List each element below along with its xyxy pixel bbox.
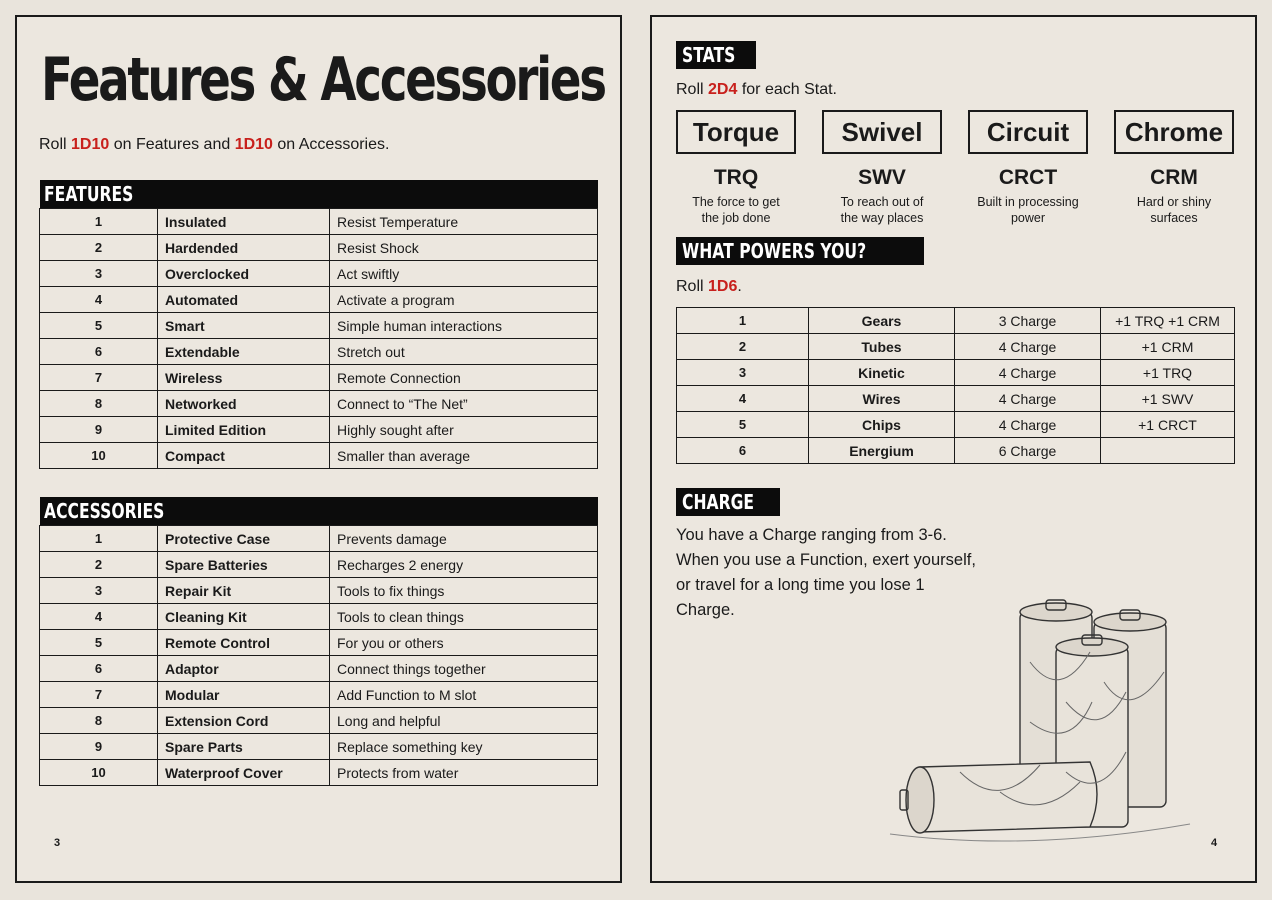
power-bonus bbox=[1101, 438, 1235, 464]
power-charge: 4 Charge bbox=[955, 334, 1101, 360]
accessory-name: Protective Case bbox=[158, 526, 330, 552]
stat-swivel-box: Swivel bbox=[822, 110, 942, 154]
table-row bbox=[40, 209, 598, 235]
row-number: 5 bbox=[677, 412, 809, 438]
accessories-table bbox=[39, 497, 598, 786]
table-row bbox=[677, 334, 1235, 360]
table-row bbox=[40, 552, 598, 578]
features-header: FEATURES bbox=[40, 180, 598, 209]
row-number: 6 bbox=[40, 656, 158, 682]
table-row bbox=[40, 682, 598, 708]
accessory-name: Spare Batteries bbox=[158, 552, 330, 578]
accessory-name: Spare Parts bbox=[158, 734, 330, 760]
row-number: 8 bbox=[40, 708, 158, 734]
row-number: 2 bbox=[40, 552, 158, 578]
table-row bbox=[677, 412, 1235, 438]
power-source-name: Kinetic bbox=[809, 360, 955, 386]
table-row bbox=[40, 656, 598, 682]
row-number: 6 bbox=[40, 339, 158, 365]
power-bonus: +1 SWV bbox=[1101, 386, 1235, 412]
power-source-name: Wires bbox=[809, 386, 955, 412]
row-number: 2 bbox=[40, 235, 158, 261]
table-row bbox=[40, 339, 598, 365]
feature-name: Limited Edition bbox=[158, 417, 330, 443]
row-number: 10 bbox=[40, 443, 158, 469]
power-charge: 6 Charge bbox=[955, 438, 1101, 464]
page-number: 3 bbox=[54, 837, 61, 849]
table-row bbox=[677, 308, 1235, 334]
feature-effect: Simple human interactions bbox=[330, 313, 598, 339]
row-number: 4 bbox=[677, 386, 809, 412]
feature-effect: Resist Temperature bbox=[330, 209, 598, 235]
accessory-effect: Protects from water bbox=[330, 760, 598, 786]
accessory-name: Adaptor bbox=[158, 656, 330, 682]
feature-name: Smart bbox=[158, 313, 330, 339]
powers-instructions: Roll 1D6. bbox=[676, 278, 742, 295]
powers-label: WHAT POWERS YOU? bbox=[676, 237, 924, 265]
power-charge: 4 Charge bbox=[955, 386, 1101, 412]
stat-chrome-box: Chrome bbox=[1114, 110, 1234, 154]
feature-effect: Act swiftly bbox=[330, 261, 598, 287]
batteries-illustration bbox=[880, 582, 1210, 842]
accessory-effect: For you or others bbox=[330, 630, 598, 656]
stat-abbr: CRM bbox=[1150, 166, 1198, 189]
right-page bbox=[650, 15, 1257, 883]
stat-description: To reach out of the way places bbox=[840, 195, 924, 225]
table-row bbox=[40, 708, 598, 734]
row-number: 3 bbox=[677, 360, 809, 386]
dice-1d10-accessories: 1D10 bbox=[234, 136, 273, 153]
stats-instructions: Roll 2D4 for each Stat. bbox=[676, 81, 837, 98]
accessory-name: Modular bbox=[158, 682, 330, 708]
dice-1d10-features: 1D10 bbox=[71, 136, 110, 153]
power-charge: 4 Charge bbox=[955, 412, 1101, 438]
table-row bbox=[40, 365, 598, 391]
stat-description: Built in processing power bbox=[977, 195, 1079, 225]
left-page bbox=[15, 15, 622, 883]
accessory-effect: Long and helpful bbox=[330, 708, 598, 734]
stats-label: STATS bbox=[676, 41, 756, 69]
power-charge: 3 Charge bbox=[955, 308, 1101, 334]
feature-effect: Resist Shock bbox=[330, 235, 598, 261]
stat-abbr: CRCT bbox=[998, 166, 1058, 189]
table-row bbox=[40, 734, 598, 760]
accessories-header: ACCESSORIES bbox=[40, 497, 598, 526]
power-charge: 4 Charge bbox=[955, 360, 1101, 386]
table-row bbox=[40, 604, 598, 630]
feature-effect: Stretch out bbox=[330, 339, 598, 365]
feature-name: Insulated bbox=[158, 209, 330, 235]
table-row bbox=[677, 360, 1235, 386]
accessory-name: Remote Control bbox=[158, 630, 330, 656]
table-row bbox=[40, 630, 598, 656]
dice-2d4: 2D4 bbox=[708, 81, 738, 98]
row-number: 10 bbox=[40, 760, 158, 786]
table-row bbox=[40, 417, 598, 443]
stat-abbr: TRQ bbox=[713, 166, 759, 189]
row-number: 3 bbox=[40, 261, 158, 287]
accessory-effect: Recharges 2 energy bbox=[330, 552, 598, 578]
power-source-name: Energium bbox=[809, 438, 955, 464]
accessory-effect: Replace something key bbox=[330, 734, 598, 760]
accessory-name: Extension Cord bbox=[158, 708, 330, 734]
page-number: 4 bbox=[1211, 837, 1218, 849]
accessory-name: Waterproof Cover bbox=[158, 760, 330, 786]
table-row bbox=[40, 287, 598, 313]
feature-effect: Highly sought after bbox=[330, 417, 598, 443]
row-number: 1 bbox=[677, 308, 809, 334]
table-row bbox=[40, 760, 598, 786]
accessory-effect: Add Function to M slot bbox=[330, 682, 598, 708]
stat-circuit-box: Circuit bbox=[968, 110, 1088, 154]
row-number: 5 bbox=[40, 313, 158, 339]
power-bonus: +1 TRQ bbox=[1101, 360, 1235, 386]
row-number: 1 bbox=[40, 209, 158, 235]
feature-name: Extendable bbox=[158, 339, 330, 365]
row-number: 4 bbox=[40, 604, 158, 630]
accessory-name: Repair Kit bbox=[158, 578, 330, 604]
dice-1d6: 1D6 bbox=[708, 278, 738, 295]
page-title: Features & Accessories bbox=[41, 45, 605, 115]
charge-label: CHARGE bbox=[676, 488, 780, 516]
table-row bbox=[40, 313, 598, 339]
accessory-effect: Tools to fix things bbox=[330, 578, 598, 604]
table-row bbox=[677, 438, 1235, 464]
row-number: 6 bbox=[677, 438, 809, 464]
accessory-name: Cleaning Kit bbox=[158, 604, 330, 630]
feature-name: Wireless bbox=[158, 365, 330, 391]
feature-effect: Remote Connection bbox=[330, 365, 598, 391]
accessory-effect: Tools to clean things bbox=[330, 604, 598, 630]
row-number: 4 bbox=[40, 287, 158, 313]
power-source-name: Chips bbox=[809, 412, 955, 438]
stat-description: The force to get the job done bbox=[692, 195, 780, 225]
feature-effect: Activate a program bbox=[330, 287, 598, 313]
table-row bbox=[40, 578, 598, 604]
roll-instructions: Roll 1D10 on Features and 1D10 on Accessories. bbox=[39, 136, 390, 153]
feature-name: Networked bbox=[158, 391, 330, 417]
row-number: 2 bbox=[677, 334, 809, 360]
row-number: 1 bbox=[40, 526, 158, 552]
features-table bbox=[39, 180, 598, 469]
feature-name: Hardended bbox=[158, 235, 330, 261]
stat-description: Hard or shiny surfaces bbox=[1136, 195, 1212, 225]
table-row bbox=[40, 235, 598, 261]
charge-description: You have a Charge ranging from 3-6. When you use a Function, exert yourself, or travel for a long time you lose 1 Charge. bbox=[676, 526, 976, 619]
accessory-effect: Prevents damage bbox=[330, 526, 598, 552]
feature-effect: Smaller than average bbox=[330, 443, 598, 469]
power-bonus: +1 CRCT bbox=[1101, 412, 1235, 438]
feature-name: Overclocked bbox=[158, 261, 330, 287]
row-number: 9 bbox=[40, 734, 158, 760]
feature-name: Automated bbox=[158, 287, 330, 313]
table-row bbox=[40, 443, 598, 469]
powers-table bbox=[676, 307, 1235, 464]
power-bonus: +1 TRQ +1 CRM bbox=[1101, 308, 1235, 334]
row-number: 8 bbox=[40, 391, 158, 417]
accessory-effect: Connect things together bbox=[330, 656, 598, 682]
power-source-name: Gears bbox=[809, 308, 955, 334]
row-number: 5 bbox=[40, 630, 158, 656]
stat-torque-box: Torque bbox=[676, 110, 796, 154]
row-number: 7 bbox=[40, 365, 158, 391]
table-row bbox=[40, 391, 598, 417]
row-number: 9 bbox=[40, 417, 158, 443]
power-source-name: Tubes bbox=[809, 334, 955, 360]
row-number: 3 bbox=[40, 578, 158, 604]
table-row bbox=[40, 261, 598, 287]
table-row bbox=[677, 386, 1235, 412]
feature-effect: Connect to “The Net” bbox=[330, 391, 598, 417]
power-bonus: +1 CRM bbox=[1101, 334, 1235, 360]
table-row bbox=[40, 526, 598, 552]
feature-name: Compact bbox=[158, 443, 330, 469]
stat-abbr: SWV bbox=[858, 166, 906, 189]
row-number: 7 bbox=[40, 682, 158, 708]
